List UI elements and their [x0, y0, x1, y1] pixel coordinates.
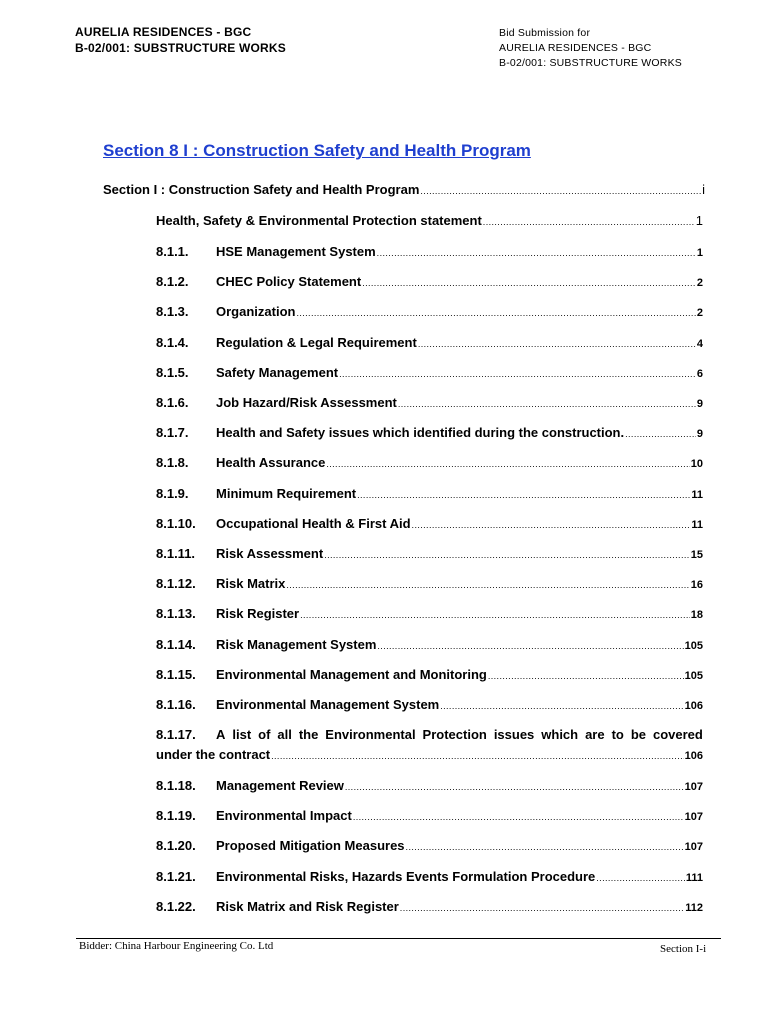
toc-entry-number: 8.1.10. — [156, 515, 196, 531]
toc-entry-8-1-21[interactable] — [156, 869, 703, 884]
toc-entry-number: 8.1.18. — [156, 778, 196, 793]
toc-entry-section[interactable] — [103, 182, 705, 197]
toc-entry-8-1-6[interactable] — [156, 395, 703, 410]
toc-leader-dots — [296, 308, 695, 318]
toc-entry-8-1-19[interactable] — [156, 808, 703, 823]
toc-leader-dots — [406, 842, 684, 852]
toc-entry-word: the — [298, 727, 319, 742]
toc-leader-dots — [483, 217, 695, 227]
toc-entry-page: 111 — [685, 871, 703, 884]
toc-entry-word: are — [585, 727, 605, 742]
toc-entry-label: Health, Safety & Environmental Protection statement — [156, 213, 482, 228]
toc-entry-label-words — [216, 727, 703, 742]
toc-leader-dots — [326, 459, 689, 469]
toc-leader-dots — [357, 490, 690, 500]
toc-entry-number: 8.1.15. — [156, 666, 196, 682]
toc-entry-page: 2 — [696, 307, 703, 320]
toc-entry-8-1-2[interactable] — [156, 274, 703, 289]
toc-leader-dots — [418, 339, 696, 349]
header-project-name: AURELIA RESIDENCES - BGC — [75, 25, 252, 39]
toc-entry-label: Risk Matrix and Risk Register — [216, 898, 399, 914]
toc-entry-page: 105 — [684, 639, 703, 652]
toc-entry-number: 8.1.13. — [156, 606, 196, 622]
toc-leader-dots — [353, 812, 684, 822]
toc-entry-word: to — [611, 727, 624, 742]
toc-entry-label: Organization — [216, 304, 296, 320]
toc-entry-8-1-16[interactable] — [156, 697, 703, 712]
toc-entry-number: 8.1.20. — [156, 838, 196, 854]
toc-entry-word: all — [277, 727, 292, 742]
toc-entry-page: 2 — [696, 277, 703, 290]
toc-entry-label: Section I : Construction Safety and Health Program — [103, 182, 420, 197]
toc-entry-number: 8.1.7. — [156, 425, 189, 441]
toc-entry-8-1-17-line1[interactable] — [156, 727, 703, 742]
toc-entry-label: Risk Assessment — [216, 546, 324, 561]
toc-leader-dots — [300, 610, 690, 620]
toc-leader-dots — [271, 751, 684, 761]
toc-entry-number: 8.1.17. — [156, 727, 196, 742]
toc-entry-number: 8.1.2. — [156, 274, 189, 290]
toc-leader-dots — [362, 278, 696, 288]
toc-entry-8-1-13[interactable] — [156, 606, 703, 621]
toc-entry-page: 11 — [691, 518, 703, 531]
toc-entry-label: HSE Management System — [216, 244, 376, 259]
toc-entry-page: 106 — [684, 750, 703, 762]
toc-entry-page: 10 — [690, 458, 703, 471]
toc-entry-label: Environmental Management System — [216, 697, 440, 712]
header-contract-name: B-02/001: SUBSTRUCTURE WORKS — [75, 41, 286, 55]
toc-entry-label: Health Assurance — [216, 455, 326, 471]
toc-entry-number: 8.1.8. — [156, 455, 189, 471]
toc-entry-number: 8.1.9. — [156, 485, 189, 501]
toc-entry-label: Environmental Impact — [216, 808, 352, 824]
toc-entry-page: 16 — [690, 579, 703, 592]
toc-entry-label: Environmental Risks, Hazards Events Formulation Procedure — [216, 868, 596, 884]
toc-leader-dots — [377, 641, 683, 651]
toc-entry-8-1-1[interactable] — [156, 244, 703, 259]
toc-entry-number: 8.1.6. — [156, 395, 189, 410]
toc-leader-dots — [488, 671, 684, 681]
header-bid-label: Bid Submission for — [499, 27, 591, 39]
toc-entry-page: 112 — [685, 901, 703, 914]
toc-entry-label: Risk Register — [216, 606, 300, 622]
toc-entry-8-1-10[interactable] — [156, 516, 703, 531]
toc-entry-page: 107 — [684, 841, 703, 854]
toc-entry-statement[interactable] — [156, 213, 703, 228]
toc-entry-8-1-20[interactable] — [156, 838, 703, 853]
toc-entry-label: Minimum Requirement — [216, 485, 357, 501]
toc-entry-word: issues — [493, 727, 535, 742]
toc-entry-word: be — [630, 727, 646, 742]
toc-entry-number: 8.1.22. — [156, 898, 196, 914]
toc-entry-8-1-5[interactable] — [156, 365, 703, 380]
toc-entry-page: 107 — [684, 811, 703, 824]
toc-leader-dots — [412, 520, 691, 530]
toc-entry-label: Risk Management System — [216, 636, 377, 652]
footer-page-label: Section I-i — [660, 943, 707, 955]
toc-entry-word: of — [258, 727, 271, 742]
toc-entry-word: list — [232, 727, 252, 742]
toc-leader-dots — [324, 550, 690, 560]
toc-entry-8-1-7[interactable] — [156, 425, 703, 440]
toc-entry-number: 8.1.19. — [156, 808, 196, 824]
toc-leader-dots — [625, 429, 696, 439]
toc-leader-dots — [596, 873, 685, 883]
header-bid-project: AURELIA RESIDENCES - BGC — [499, 42, 652, 54]
toc-leader-dots — [345, 782, 684, 792]
toc-entry-label: Environmental Management and Monitoring — [216, 666, 487, 682]
toc-entry-page: 6 — [696, 367, 703, 380]
header-bid-contract: B-02/001: SUBSTRUCTURE WORKS — [499, 57, 682, 69]
toc-entry-number: 8.1.12. — [156, 576, 196, 592]
toc-entry-word: A — [216, 727, 226, 742]
toc-entry-number: 8.1.1. — [156, 244, 189, 259]
toc-entry-label: Health and Safety issues which identified during the construction. — [216, 425, 625, 441]
toc-entry-8-1-15[interactable] — [156, 667, 703, 682]
toc-entry-label: Occupational Health & First Aid — [216, 515, 411, 531]
toc-entry-number: 8.1.21. — [156, 868, 196, 884]
toc-entry-label: Management Review — [216, 778, 344, 793]
toc-entry-8-1-17-line2[interactable] — [156, 747, 703, 762]
toc-entry-page: i — [702, 182, 705, 197]
toc-leader-dots — [286, 580, 689, 590]
toc-entry-label: Regulation & Legal Requirement — [216, 334, 417, 350]
toc-entry-label: Safety Management — [216, 364, 339, 380]
toc-entry-number: 8.1.4. — [156, 334, 189, 350]
footer-bidder: Bidder: China Harbour Engineering Co. Ltd — [79, 940, 274, 952]
toc-entry-label: CHEC Policy Statement — [216, 274, 362, 290]
toc-entry-page: 107 — [684, 781, 703, 793]
toc-entry-page: 1 — [696, 247, 703, 259]
toc-entry-number: 8.1.5. — [156, 364, 189, 380]
footer-divider — [76, 938, 721, 939]
toc-entry-label: under the contract — [156, 747, 271, 762]
toc-entry-label: Job Hazard/Risk Assessment — [216, 395, 397, 410]
header-right — [499, 26, 682, 71]
toc-entry-page: 15 — [690, 549, 703, 561]
toc-entry-page: 4 — [696, 337, 703, 350]
toc-entry-8-1-18[interactable] — [156, 778, 703, 793]
toc-leader-dots — [400, 903, 684, 913]
toc-entry-word: Protection — [422, 727, 487, 742]
toc-entry-number: 8.1.11. — [156, 546, 196, 561]
toc-entry-word: which — [541, 727, 579, 742]
toc-entry-8-1-4[interactable] — [156, 335, 703, 350]
toc-entry-8-1-22[interactable] — [156, 899, 703, 914]
toc-entry-page: 9 — [696, 428, 703, 441]
header-left — [75, 24, 286, 56]
toc-entry-number: 8.1.3. — [156, 304, 189, 320]
toc-entry-label: Risk Matrix — [216, 576, 286, 592]
toc-entry-8-1-12[interactable] — [156, 576, 703, 591]
toc-entry-page: 106 — [684, 700, 703, 712]
toc-entry-number: 8.1.14. — [156, 636, 196, 652]
toc-leader-dots — [420, 186, 701, 196]
toc-leader-dots — [377, 248, 696, 258]
section-title[interactable]: Section 8 I : Construction Safety and Health Program — [103, 141, 531, 160]
toc-entry-number: 8.1.16. — [156, 697, 196, 712]
toc-entry-word: Environmental — [325, 727, 416, 742]
toc-entry-page: 1 — [695, 213, 703, 228]
toc-entry-page: 18 — [690, 609, 703, 622]
toc-entry-8-1-14[interactable] — [156, 637, 703, 652]
toc-entry-page: 11 — [691, 488, 703, 501]
toc-entry-8-1-9[interactable] — [156, 486, 703, 501]
toc-leader-dots — [398, 399, 696, 409]
toc-entry-8-1-11[interactable] — [156, 546, 703, 561]
toc-entry-word: covered — [652, 727, 703, 742]
toc-entry-8-1-3[interactable] — [156, 304, 703, 319]
toc-leader-dots — [440, 701, 683, 711]
toc-entry-page: 105 — [684, 669, 703, 682]
toc-entry-label: Proposed Mitigation Measures — [216, 838, 405, 854]
toc-entry-8-1-8[interactable] — [156, 455, 703, 470]
toc-leader-dots — [339, 369, 696, 379]
toc-entry-page: 9 — [696, 398, 703, 410]
